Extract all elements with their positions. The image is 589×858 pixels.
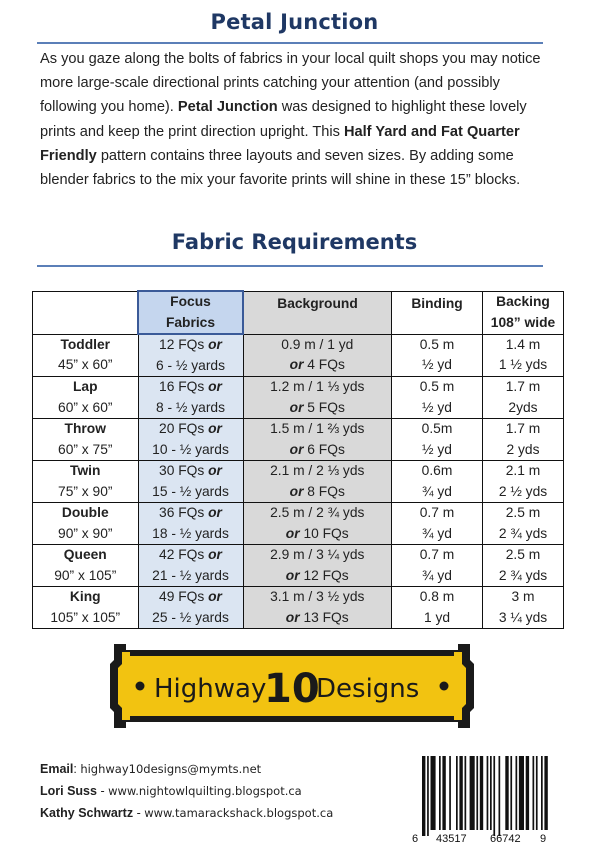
- binding-metric: 0.5 m: [419, 379, 455, 394]
- barcode-bar: [516, 756, 518, 830]
- cell-background: [243, 334, 392, 377]
- header-size: [33, 291, 139, 334]
- contact-block: [40, 758, 333, 824]
- cell-binding: [392, 334, 483, 377]
- table-row: [33, 503, 564, 545]
- barcode-check-digit: 9: [540, 833, 547, 844]
- cell-backing: [483, 503, 564, 545]
- backing-metric: 1.7 m: [505, 421, 541, 436]
- background-fq: 4 FQs: [303, 357, 345, 373]
- header-backing-line2: 108” wide: [490, 314, 556, 330]
- cell-binding: [392, 503, 483, 545]
- cell-binding: [392, 587, 483, 629]
- size-name: Queen: [63, 547, 107, 562]
- backing-metric: 2.5 m: [505, 505, 541, 520]
- cell-backing: [483, 419, 564, 461]
- cell-binding: [392, 461, 483, 503]
- focus-or: or: [208, 505, 222, 520]
- barcode-bar: [442, 756, 445, 830]
- barcode-bar: [533, 756, 535, 830]
- upc-barcode: [410, 752, 550, 844]
- focus-fq: 42 FQs: [159, 547, 209, 562]
- focus-yards: 25 - ½ yards: [152, 609, 229, 625]
- cell-size: [33, 377, 139, 419]
- barcode-bar: [526, 756, 529, 830]
- cell-backing: [483, 545, 564, 587]
- binding-yards: ½ yd: [422, 399, 452, 415]
- intro-text-2: was designed to highlight these lovely prints and keep the print direction upright. This: [40, 99, 527, 140]
- focus-or: or: [208, 589, 222, 604]
- backing-metric: 2.1 m: [505, 463, 541, 478]
- focus-or: or: [208, 337, 222, 352]
- barcode-right-digits: 66742: [490, 833, 521, 844]
- focus-yards: 8 - ½ yards: [155, 399, 225, 415]
- cell-focus-fabrics: [138, 545, 243, 587]
- size-dimensions: 90” x 90”: [58, 525, 113, 541]
- cell-background: [243, 587, 392, 629]
- backing-yards: 2 yds: [506, 441, 540, 457]
- backing-metric: 2.5 m: [505, 547, 541, 562]
- binding-yards: ½ yd: [422, 357, 452, 373]
- header-backing: [483, 291, 564, 334]
- intro-bold-2: Half Yard and Fat Quarter Friendly: [40, 123, 520, 164]
- logo-text-10: 10: [264, 666, 320, 712]
- binding-yards: ½ yd: [422, 441, 452, 457]
- cell-background: [243, 377, 392, 419]
- focus-yards: 15 - ½ yards: [152, 483, 229, 499]
- fabric-rule: [37, 265, 543, 267]
- binding-metric: 0.5 m: [419, 336, 455, 352]
- logo-left-dot: [136, 682, 145, 691]
- size-name: Toddler: [60, 336, 111, 352]
- cell-backing: [483, 377, 564, 419]
- binding-yards: 1 yd: [423, 609, 451, 625]
- barcode-bar: [470, 756, 475, 830]
- background-fq: 6 FQs: [303, 441, 345, 457]
- size-name: Double: [61, 505, 109, 520]
- intro-paragraph: [40, 47, 550, 192]
- barcode-bar: [499, 756, 501, 836]
- barcode-left-digits: 43517: [436, 833, 467, 844]
- background-or: or: [285, 609, 300, 625]
- focus-fq: 30 FQs: [159, 463, 209, 478]
- table-header-row: [33, 291, 564, 334]
- focus-fq: 36 FQs: [159, 505, 209, 520]
- background-fq: 12 FQs: [299, 567, 349, 583]
- cell-backing: [483, 587, 564, 629]
- cell-background: [243, 503, 392, 545]
- cell-backing: [483, 334, 564, 377]
- cell-size: [33, 545, 139, 587]
- cell-binding: [392, 545, 483, 587]
- email-address[interactable]: highway10designs@mymts.net: [80, 762, 262, 776]
- size-dimensions: 60” x 75”: [58, 441, 113, 457]
- background-fq: 10 FQs: [299, 525, 349, 541]
- backing-yards: 2yds: [508, 399, 538, 415]
- background-metric: 1.2 m / 1 ⅓ yds: [270, 379, 365, 394]
- focus-or: or: [208, 421, 222, 436]
- cell-focus-fabrics: [138, 587, 243, 629]
- cell-focus-fabrics: [138, 461, 243, 503]
- cell-background: [243, 461, 392, 503]
- contact-email-line: Email: highway10designs@mymts.net: [40, 762, 262, 776]
- backing-yards: 2 ¾ yds: [498, 567, 548, 583]
- kathy-website-link[interactable]: www.tamarackshack.blogspot.ca: [144, 806, 334, 820]
- focus-fq: 49 FQs: [159, 589, 209, 604]
- barcode-bar: [422, 756, 425, 836]
- title-rule: [37, 42, 543, 44]
- backing-yards: 1 ½ yds: [498, 357, 548, 373]
- table-row: [33, 419, 564, 461]
- binding-yards: ¾ yd: [422, 525, 452, 541]
- cell-background: [243, 419, 392, 461]
- backing-yards: 2 ½ yds: [498, 483, 548, 499]
- header-background: [243, 291, 392, 334]
- binding-metric: 0.6m: [421, 463, 453, 478]
- background-fq: 8 FQs: [303, 483, 345, 499]
- cell-focus-fabrics: [138, 334, 243, 377]
- binding-metric: 0.8 m: [419, 589, 455, 604]
- table-row: [33, 334, 564, 377]
- intro-text-1: As you gaze along the bolts of fabrics in your local quilt shops you may notice more large-scale directional prints catching your attention (and possibly following you home).: [40, 51, 541, 116]
- background-or: or: [289, 357, 304, 373]
- background-fq: 13 FQs: [299, 609, 349, 625]
- cell-background: [243, 545, 392, 587]
- size-dimensions: 60” x 60”: [58, 399, 113, 415]
- barcode-bar: [456, 756, 458, 830]
- focus-fq: 12 FQs: [159, 337, 209, 352]
- barcode-bar: [476, 756, 478, 830]
- focus-fq: 20 FQs: [159, 421, 209, 436]
- barcode-bar: [505, 756, 508, 830]
- cell-size: [33, 461, 139, 503]
- background-fq: 5 FQs: [303, 399, 345, 415]
- barcode-lead-digit: 6: [412, 833, 419, 844]
- fabric-requirements-table: [32, 290, 564, 629]
- barcode-bar: [541, 756, 543, 830]
- header-focus: [138, 291, 243, 334]
- size-name: Throw: [64, 421, 106, 436]
- cell-size: [33, 587, 139, 629]
- binding-metric: 0.7 m: [419, 547, 455, 562]
- lori-website-link[interactable]: www.nightowlquilting.blogspot.ca: [108, 784, 302, 798]
- intro-bold-1: Petal Junction: [177, 99, 278, 116]
- table-row: [33, 545, 564, 587]
- logo-text-designs: Designs: [316, 674, 420, 704]
- table-row: [33, 377, 564, 419]
- focus-fq: 16 FQs: [159, 379, 209, 394]
- barcode-bar: [480, 756, 483, 830]
- barcode-bar: [431, 756, 436, 830]
- email-label: Email: [40, 762, 74, 776]
- header-binding-label: Binding: [411, 295, 463, 311]
- background-metric: 1.5 m / 1 ⅔ yds: [270, 421, 365, 436]
- size-name: Twin: [70, 463, 101, 478]
- logo-text-highway: Highway: [154, 674, 267, 704]
- cell-focus-fabrics: [138, 419, 243, 461]
- lori-label: Lori Suss: [40, 784, 97, 798]
- barcode-bar: [493, 756, 495, 836]
- background-or: or: [289, 399, 304, 415]
- size-dimensions: 90” x 105”: [54, 567, 117, 583]
- logo-right-dot: [440, 682, 449, 691]
- barcode-bars: [422, 756, 550, 836]
- contact-kathy-line: Kathy Schwartz - www.tamarackshack.blogspot.ca: [40, 806, 334, 820]
- background-metric: 3.1 m / 3 ½ yds: [270, 589, 365, 604]
- focus-or: or: [208, 379, 222, 394]
- cell-size: [33, 334, 139, 377]
- background-metric: 2.9 m / 3 ¼ yds: [270, 547, 365, 562]
- barcode-bar: [490, 756, 492, 830]
- cell-size: [33, 503, 139, 545]
- cell-focus-fabrics: [138, 377, 243, 419]
- backing-yards: 2 ¾ yds: [498, 525, 548, 541]
- kathy-label: Kathy Schwartz: [40, 806, 134, 820]
- header-focus-line1: Focus: [170, 294, 211, 309]
- backing-yards: 3 ¼ yds: [498, 609, 548, 625]
- backing-metric: 3 m: [511, 589, 535, 604]
- backing-metric: 1.4 m: [505, 336, 541, 352]
- focus-yards: 21 - ½ yards: [152, 567, 229, 583]
- focus-yards: 18 - ½ yards: [152, 525, 229, 541]
- size-name: King: [69, 589, 101, 604]
- contact-lori-line: Lori Suss - www.nightowlquilting.blogspot.ca: [40, 784, 302, 798]
- focus-or: or: [208, 547, 222, 562]
- header-binding: [392, 291, 483, 334]
- size-dimensions: 105” x 105”: [50, 609, 121, 625]
- size-dimensions: 75” x 90”: [58, 483, 113, 499]
- barcode-bar: [427, 756, 429, 836]
- header-background-label: Background: [277, 295, 358, 311]
- page-title: Petal Junction: [210, 10, 379, 34]
- size-name: Lap: [72, 379, 98, 394]
- cell-binding: [392, 377, 483, 419]
- table-row: [33, 587, 564, 629]
- barcode-bar: [519, 756, 524, 830]
- background-metric: 0.9 m / 1 yd: [281, 336, 354, 352]
- binding-metric: 0.5m: [421, 421, 453, 436]
- header-focus-line2: Fabrics: [165, 314, 216, 330]
- background-metric: 2.5 m / 2 ¾ yds: [270, 505, 365, 520]
- background-metric: 2.1 m / 2 ⅓ yds: [270, 463, 365, 478]
- binding-yards: ¾ yd: [422, 483, 452, 499]
- barcode-bar: [465, 756, 467, 830]
- cell-backing: [483, 461, 564, 503]
- header-backing-line1: Backing: [496, 294, 550, 309]
- background-or: or: [285, 567, 300, 583]
- focus-or: or: [208, 463, 222, 478]
- barcode-bar: [510, 756, 512, 830]
- intro-text-3: pattern contains three layouts and seven sizes. By adding some blender fabrics to the mix your favorite prints will shine in these 15” blocks.: [40, 147, 521, 189]
- cell-binding: [392, 419, 483, 461]
- background-or: or: [289, 441, 304, 457]
- cell-size: [33, 419, 139, 461]
- focus-yards: 10 - ½ yards: [152, 441, 229, 457]
- barcode-bar: [536, 756, 538, 830]
- barcode-bar: [459, 756, 462, 830]
- barcode-bar: [544, 756, 547, 830]
- cell-focus-fabrics: [138, 503, 243, 545]
- background-or: or: [285, 525, 300, 541]
- size-dimensions: 45” x 60”: [58, 357, 113, 373]
- highway-10-designs-logo: [108, 640, 476, 732]
- background-or: or: [289, 483, 304, 499]
- table-row: [33, 461, 564, 503]
- barcode-bar: [439, 756, 441, 830]
- fabric-requirements-heading: Fabric Requirements: [171, 230, 418, 254]
- binding-yards: ¾ yd: [422, 567, 452, 583]
- focus-yards: 6 - ½ yards: [155, 357, 225, 373]
- barcode-bar: [449, 756, 451, 830]
- binding-metric: 0.7 m: [419, 505, 455, 520]
- backing-metric: 1.7 m: [505, 379, 541, 394]
- barcode-bar: [487, 756, 489, 830]
